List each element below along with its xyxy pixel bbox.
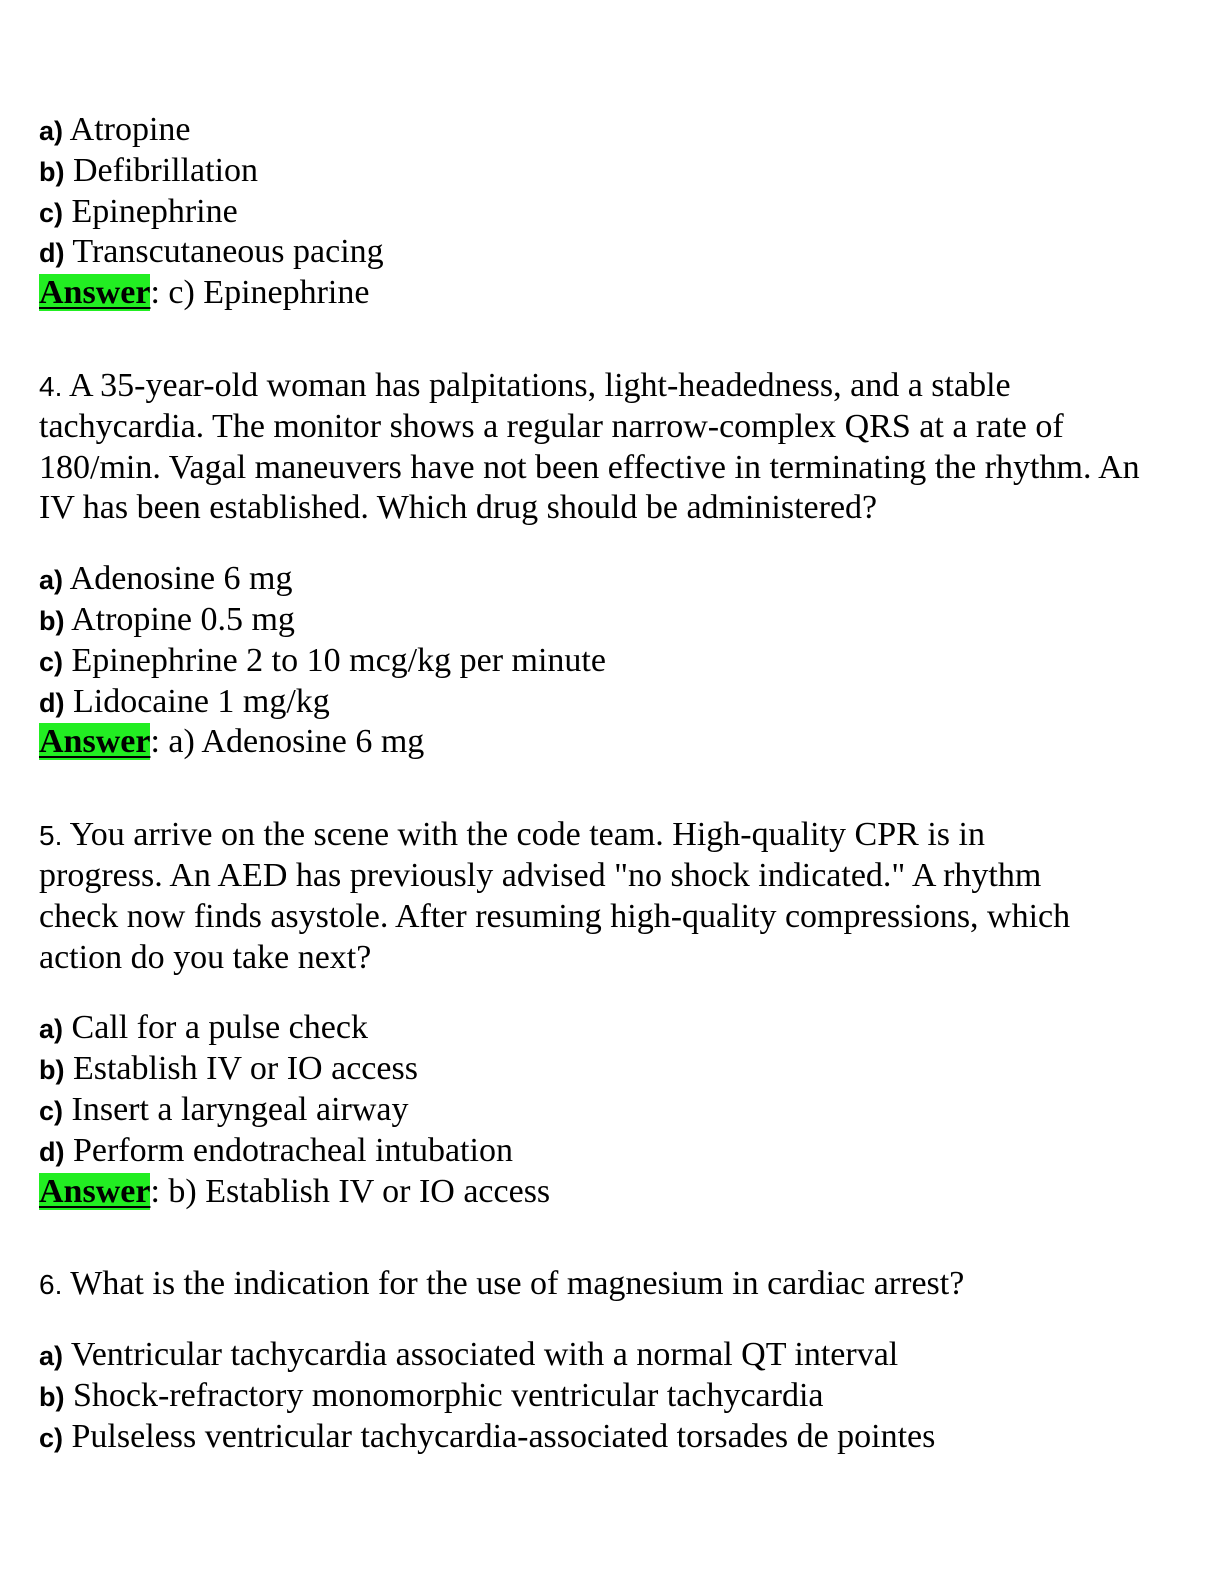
option-b bbox=[39, 151, 1189, 192]
option-text: Atropine 0.5 mg bbox=[71, 600, 295, 638]
question-5 bbox=[39, 815, 1189, 978]
question-text: What is the indication for the use of magnesium in cardiac arrest? bbox=[62, 1265, 965, 1303]
question-4 bbox=[39, 366, 1189, 529]
option-b bbox=[39, 1376, 1189, 1417]
question-6-options bbox=[39, 1335, 1189, 1457]
answer-text: : c) Epinephrine bbox=[150, 274, 370, 312]
option-letter: c) bbox=[39, 197, 64, 228]
option-d bbox=[39, 682, 1189, 723]
option-text: Lidocaine 1 mg/kg bbox=[72, 682, 330, 720]
option-text: Pulseless ventricular tachycardia-associated torsades de pointes bbox=[71, 1417, 936, 1455]
option-letter: a) bbox=[39, 1341, 64, 1372]
option-text: Epinephrine bbox=[71, 192, 238, 230]
option-b bbox=[39, 1049, 1189, 1090]
option-letter: b) bbox=[39, 605, 65, 636]
option-letter: b) bbox=[39, 1381, 65, 1412]
option-letter: a) bbox=[39, 565, 64, 596]
question-line: check now finds asystole. After resuming high-quality compressions, which bbox=[39, 897, 1071, 935]
spacer bbox=[39, 1305, 1189, 1335]
option-text: Call for a pulse check bbox=[71, 1009, 368, 1047]
question-number: 4. bbox=[39, 370, 63, 402]
option-text: Transcutaneous pacing bbox=[72, 233, 384, 271]
option-c bbox=[39, 1417, 1189, 1458]
question-line: 180/min. Vagal maneuvers have not been effective in terminating the rhythm. An bbox=[39, 448, 1140, 486]
option-d bbox=[39, 232, 1189, 273]
spacer bbox=[39, 1212, 1189, 1264]
option-letter: c) bbox=[39, 1095, 64, 1126]
answer-text: : b) Establish IV or IO access bbox=[150, 1172, 551, 1210]
answer-line bbox=[39, 1172, 1189, 1213]
option-letter: d) bbox=[39, 687, 65, 718]
question-line bbox=[39, 815, 1189, 856]
option-text: Atropine bbox=[69, 111, 191, 148]
answer-line bbox=[39, 273, 1189, 314]
question-3-options bbox=[39, 110, 1189, 314]
answer-line bbox=[39, 722, 1189, 763]
question-5-options bbox=[39, 1008, 1189, 1212]
option-a bbox=[39, 110, 1189, 151]
question-line: tachycardia. The monitor shows a regular narrow-complex QRS at a rate of bbox=[39, 407, 1064, 445]
option-letter: d) bbox=[39, 1136, 65, 1167]
question-number: 5. bbox=[39, 820, 63, 852]
document-page bbox=[39, 110, 1189, 1458]
answer-label: Answer bbox=[39, 274, 151, 312]
answer-label: Answer bbox=[39, 723, 151, 761]
option-letter: c) bbox=[39, 1422, 64, 1453]
option-letter: b) bbox=[39, 1055, 65, 1086]
option-text: Perform endotracheal intubation bbox=[72, 1131, 513, 1169]
question-6 bbox=[39, 1264, 1189, 1305]
question-line bbox=[39, 366, 1189, 407]
answer-label: Answer bbox=[39, 1172, 151, 1210]
answer-text: : a) Adenosine 6 mg bbox=[150, 723, 425, 761]
option-text: Ventricular tachycardia associated with a normal QT interval bbox=[70, 1336, 899, 1374]
option-d bbox=[39, 1131, 1189, 1172]
option-letter: b) bbox=[39, 156, 65, 187]
option-text: Establish IV or IO access bbox=[72, 1050, 418, 1088]
option-letter: a) bbox=[39, 116, 64, 146]
option-c bbox=[39, 192, 1189, 233]
option-text: Insert a laryngeal airway bbox=[71, 1090, 409, 1128]
option-letter: c) bbox=[39, 646, 64, 677]
option-a bbox=[39, 559, 1189, 600]
option-letter: a) bbox=[39, 1014, 64, 1045]
question-text: You arrive on the scene with the code team. High-quality CPR is in bbox=[62, 816, 985, 854]
question-line bbox=[39, 1264, 1189, 1305]
question-line: action do you take next? bbox=[39, 938, 372, 976]
spacer bbox=[39, 763, 1189, 815]
option-text: Epinephrine 2 to 10 mcg/kg per minute bbox=[71, 641, 606, 679]
option-c bbox=[39, 1090, 1189, 1131]
question-line: IV has been established. Which drug should be administered? bbox=[39, 489, 878, 527]
question-text: A 35-year-old woman has palpitations, light-headedness, and a stable bbox=[62, 366, 1011, 404]
option-text: Adenosine 6 mg bbox=[69, 560, 293, 598]
option-b bbox=[39, 600, 1189, 641]
spacer bbox=[39, 314, 1189, 366]
question-4-options bbox=[39, 559, 1189, 763]
option-a bbox=[39, 1335, 1189, 1376]
question-line: progress. An AED has previously advised "no shock indicated." A rhythm bbox=[39, 856, 1042, 894]
question-number: 6. bbox=[39, 1269, 63, 1301]
option-text: Shock-refractory monomorphic ventricular tachycardia bbox=[72, 1376, 824, 1414]
option-text: Defibrillation bbox=[72, 151, 259, 189]
option-letter: d) bbox=[39, 238, 65, 269]
option-c bbox=[39, 641, 1189, 682]
spacer bbox=[39, 978, 1189, 1008]
spacer bbox=[39, 529, 1189, 559]
option-a bbox=[39, 1008, 1189, 1049]
